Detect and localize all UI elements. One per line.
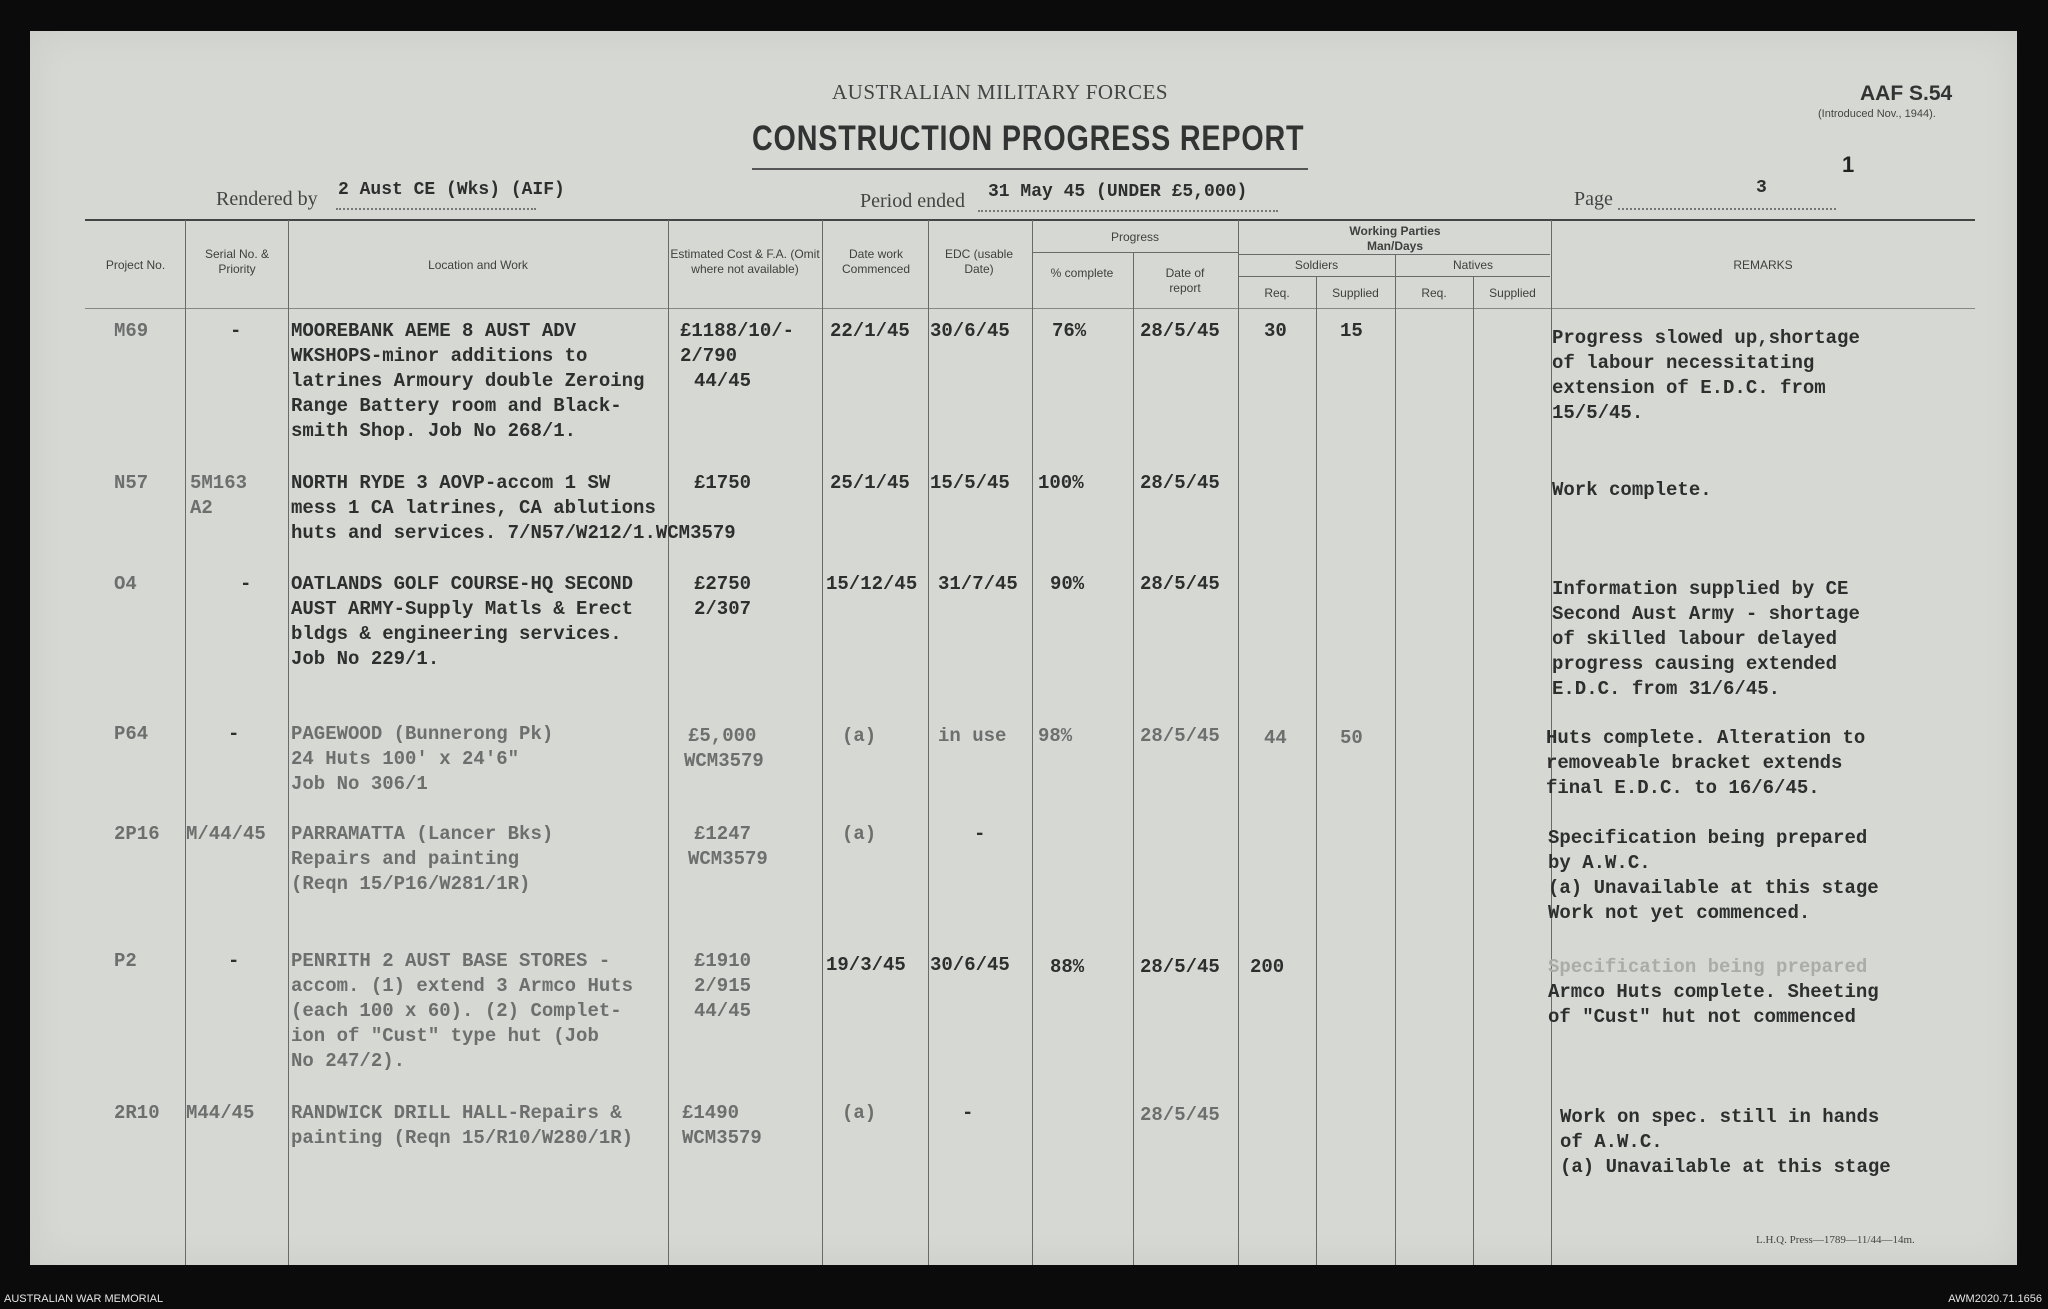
page-label: Page (1574, 188, 1613, 210)
row-location-line: mess 1 CA latrines, CA ablutions (291, 497, 656, 519)
row-project-no: P2 (114, 950, 137, 972)
row-remarks-line: (a) Unavailable at this stage (1560, 1156, 1891, 1178)
col-header-edc: EDC (usable Date) (944, 247, 1014, 276)
col-divider (1133, 252, 1134, 1265)
row-location-line: Job No 306/1 (291, 773, 428, 795)
period-ended-dots (978, 210, 1278, 212)
row-date-report: 28/5/45 (1140, 573, 1220, 595)
row-location-line: WKSHOPS-minor additions to (291, 345, 588, 367)
col-header-progress: Progress (1110, 230, 1160, 244)
row-remarks-line: Work complete. (1552, 479, 1712, 501)
col-header-remarks: REMARKS (1733, 258, 1793, 272)
col-header-cost: Estimated Cost & F.A. (Omit where not available) (670, 247, 820, 276)
row-remarks-line: of skilled labour delayed (1552, 628, 1838, 650)
col-header-working: Working Parties Man/Days (1349, 224, 1441, 253)
rendered-by-dots (336, 208, 536, 210)
row-project-no: 2P16 (114, 823, 160, 845)
row-location-line: PARRAMATTA (Lancer Bks) (291, 823, 554, 845)
row-cost-line: 44/45 (694, 1000, 752, 1022)
row-cost-line: WCM3579 (684, 750, 764, 772)
col-header-project: Project No. (105, 258, 166, 272)
row-pct-complete: 100% (1038, 472, 1084, 494)
row-cost-line: £1188/10/- (680, 320, 795, 342)
rendered-by-value: 2 Aust CE (Wks) (AIF) (338, 180, 565, 200)
row-remarks-line: Huts complete. Alteration to (1546, 727, 1866, 749)
row-location-line: OATLANDS GOLF COURSE-HQ SECOND (291, 573, 634, 595)
row-serial: M44/45 (186, 1102, 255, 1124)
row-project-no: 2R10 (114, 1102, 160, 1124)
row-remarks-line: Second Aust Army - shortage (1552, 603, 1860, 625)
row-cost-line: £2750 (694, 573, 752, 595)
row-location-line: RANDWICK DRILL HALL-Repairs & (291, 1102, 622, 1124)
row-remarks-line: progress causing extended (1552, 653, 1838, 675)
row-location-line: No 247/2). (291, 1050, 406, 1072)
row-location-line: AUST ARMY-Supply Matls & Erect (291, 598, 634, 620)
row-location-line: bldgs & engineering services. (291, 623, 622, 645)
title-underline (752, 168, 1308, 170)
row-date-commenced: (a) (842, 823, 877, 845)
col-divider (1473, 276, 1474, 1265)
page-dots (1618, 208, 1836, 210)
page-handwritten-mark: 1 (1842, 152, 1855, 177)
row-location-line: PENRITH 2 AUST BASE STORES - (291, 950, 611, 972)
row-remarks-line: of labour necessitating (1552, 352, 1815, 374)
row-pct-complete: 88% (1050, 956, 1085, 978)
row-date-commenced: (a) (842, 725, 877, 747)
row-serial-priority: A2 (190, 497, 213, 519)
row-serial: - (240, 573, 252, 595)
row-cost-line: 2/790 (680, 345, 738, 367)
col-divider (1032, 220, 1033, 1265)
row-location-line: PAGEWOOD (Bunnerong Pk) (291, 723, 554, 745)
row-cost-line: £1910 (694, 950, 752, 972)
row-location-line: Repairs and painting (291, 848, 520, 870)
row-edc: 31/7/45 (938, 573, 1018, 595)
row-soldiers-req: 30 (1264, 320, 1287, 342)
row-soldiers-req: 200 (1250, 956, 1285, 978)
row-remarks-line: Work not yet commenced. (1548, 902, 1811, 924)
row-location-line: (each 100 x 60). (2) Complet- (291, 1000, 622, 1022)
header-bottom-rule (85, 308, 1975, 309)
col-header-commenced: Date work Commenced (841, 247, 911, 276)
col-header-natives: Natives (1452, 258, 1493, 272)
row-cost-line: £5,000 (688, 725, 757, 747)
form-code: AAF S.54 (1860, 82, 1953, 105)
col-header-location: Location and Work (428, 258, 528, 272)
col-header-soldiers-req: Req. (1264, 286, 1290, 300)
rendered-by-label: Rendered by (216, 188, 318, 210)
col-header-serial: Serial No. & Priority (204, 247, 270, 276)
period-ended-value: 31 May 45 (UNDER £5,000) (988, 182, 1248, 202)
org-heading: AUSTRALIAN MILITARY FORCES (832, 80, 1169, 104)
row-location-line: Job No 229/1. (291, 648, 440, 670)
table-top-rule (85, 219, 1975, 221)
col-divider (1238, 220, 1239, 1265)
row-date-commenced: 15/12/45 (826, 573, 918, 595)
row-remarks-line: Work on spec. still in hands (1560, 1106, 1880, 1128)
row-date-report: 28/5/45 (1140, 472, 1220, 494)
row-serial: M/44/45 (186, 823, 266, 845)
row-cost-line: 44/45 (694, 370, 752, 392)
row-serial: - (228, 723, 240, 745)
row-date-report: 28/5/45 (1140, 1104, 1220, 1126)
row-remarks-line: of A.W.C. (1560, 1131, 1663, 1153)
row-date-report: 28/5/45 (1140, 320, 1220, 342)
row-serial: - (230, 320, 242, 342)
col-header-natives-req: Req. (1421, 286, 1447, 300)
row-pct-complete: 98% (1038, 725, 1073, 747)
row-cost-line: £1750 (694, 472, 752, 494)
row-remarks-line: Progress slowed up,shortage (1552, 327, 1860, 349)
row-soldiers-req: 44 (1264, 727, 1287, 749)
row-cost-line: 2/915 (694, 975, 752, 997)
row-location-line: latrines Armoury double Zeroing (291, 370, 645, 392)
archive-caption-right: AWM2020.71.1656 (1948, 1293, 2042, 1305)
row-edc: - (974, 823, 986, 845)
row-edc: - (962, 1102, 974, 1124)
col-divider (668, 220, 669, 1265)
row-project-no: M69 (114, 320, 149, 342)
row-cost-line: £1490 (682, 1102, 740, 1124)
row-project-no: O4 (114, 573, 137, 595)
archive-caption-left: AUSTRALIAN WAR MEMORIAL (4, 1293, 164, 1305)
period-ended-label: Period ended (860, 190, 965, 212)
row-location-line: (Reqn 15/P16/W281/1R) (291, 873, 531, 895)
row-date-report: 28/5/45 (1140, 725, 1220, 747)
row-date-commenced: 25/1/45 (830, 472, 910, 494)
row-remarks-line: of "Cust" hut not commenced (1548, 1006, 1856, 1028)
row-location-line: smith Shop. Job No 268/1. (291, 420, 577, 442)
report-title: CONSTRUCTION PROGRESS REPORT (752, 119, 1305, 158)
row-location-line: NORTH RYDE 3 AOVP-accom 1 SW (291, 472, 611, 494)
col-divider (928, 220, 929, 1265)
col-divider (822, 220, 823, 1265)
row-date-commenced: 22/1/45 (830, 320, 910, 342)
row-remarks-line: Armco Huts complete. Sheeting (1548, 981, 1879, 1003)
row-date-report: 28/5/45 (1140, 956, 1220, 978)
row-date-commenced: 19/3/45 (826, 954, 906, 976)
row-remarks-line: E.D.C. from 31/6/45. (1552, 678, 1781, 700)
soldiers-subrule (1238, 276, 1550, 277)
row-edc: 30/6/45 (930, 320, 1010, 342)
row-date-commenced: (a) (842, 1102, 877, 1124)
row-edc: in use (938, 725, 1007, 747)
col-divider (288, 220, 289, 1265)
row-pct-complete: 90% (1050, 573, 1085, 595)
row-location-line: huts and services. 7/N57/W212/1.WCM3579 (291, 522, 736, 544)
row-remarks-line: extension of E.D.C. from (1552, 377, 1826, 399)
row-remarks-line: 15/5/45. (1552, 402, 1644, 424)
row-remarks-line: final E.D.C. to 16/6/45. (1546, 777, 1820, 799)
row-remarks-line: removeable bracket extends (1546, 752, 1843, 774)
form-introduced: (Introduced Nov., 1944). (1818, 108, 1936, 120)
row-edc: 15/5/45 (930, 472, 1010, 494)
col-header-date-report: Date of report (1165, 266, 1205, 295)
row-location-line: painting (Reqn 15/R10/W280/1R) (291, 1127, 634, 1149)
working-subrule (1238, 254, 1550, 255)
row-project-no: P64 (114, 723, 149, 745)
row-location-line: MOOREBANK AEME 8 AUST ADV (291, 320, 577, 342)
row-edc: 30/6/45 (930, 954, 1010, 976)
progress-subrule (1032, 252, 1238, 253)
row-soldiers-supplied: 50 (1340, 727, 1363, 749)
row-pct-complete: 76% (1052, 320, 1087, 342)
row-cost-line: 2/307 (694, 598, 752, 620)
col-divider (1316, 276, 1317, 1265)
col-divider (1395, 254, 1396, 1265)
row-soldiers-supplied: 15 (1340, 320, 1363, 342)
row-remarks-line: by A.W.C. (1548, 852, 1651, 874)
row-project-no: N57 (114, 472, 149, 494)
row-serial: - (228, 950, 240, 972)
page-value: 3 (1756, 178, 1767, 198)
row-location-line: ion of "Cust" type hut (Job (291, 1025, 599, 1047)
col-header-soldiers-supplied: Supplied (1332, 286, 1379, 300)
col-header-natives-supplied: Supplied (1489, 286, 1536, 300)
row-location-line: Range Battery room and Black- (291, 395, 622, 417)
col-header-soldiers: Soldiers (1294, 258, 1339, 272)
row-remarks-line: Specification being prepared (1548, 827, 1868, 849)
row-cost-line: WCM3579 (682, 1127, 762, 1149)
row-location-line: 24 Huts 100' x 24'6" (291, 748, 520, 770)
row-serial: 5M163 (190, 472, 248, 494)
row-location-line: accom. (1) extend 3 Armco Huts (291, 975, 634, 997)
row-cost-line: WCM3579 (688, 848, 768, 870)
press-note: L.H.Q. Press—1789—11/44—14m. (1756, 1234, 1915, 1246)
row-remarks-line: Information supplied by CE (1552, 578, 1849, 600)
row-remarks-line: (a) Unavailable at this stage (1548, 877, 1879, 899)
col-header-pct: % complete (1050, 266, 1114, 280)
row-remarks-struck-line: Specification being prepared (1548, 956, 1868, 978)
row-cost-line: £1247 (694, 823, 752, 845)
